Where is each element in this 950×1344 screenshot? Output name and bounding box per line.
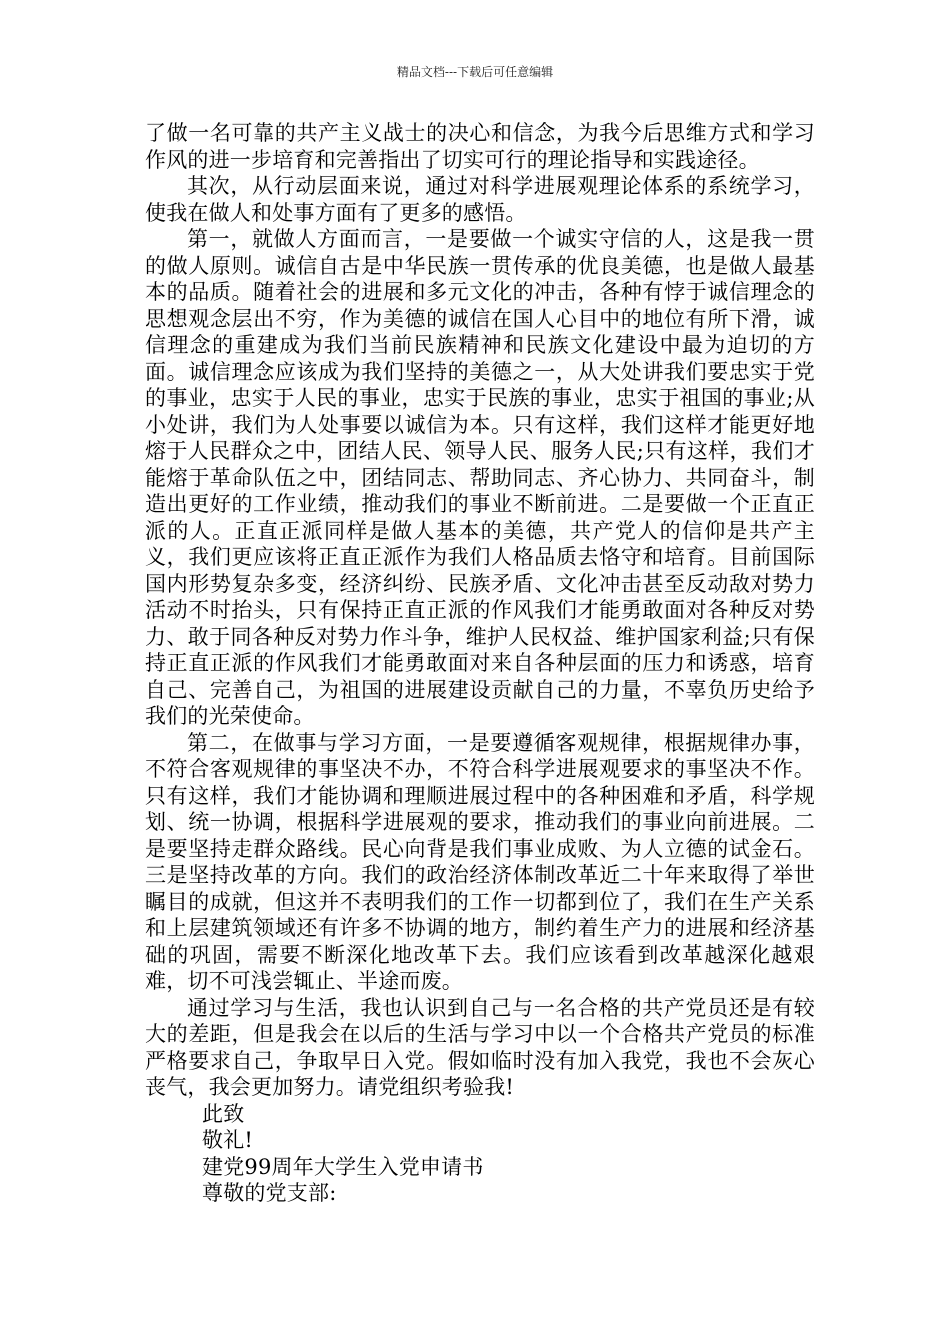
- page-header: 精品文档---下载后可任意编辑: [396, 65, 554, 79]
- paragraph-first-point: 第一，就做人方面而言，一是要做一个诚实守信的人，这是我一贯的做人原则。诚信自古是中华民族一贯传承的优良美德，也是做人最基本的品质。随着社会的进展和多元文化的冲击，各种有悖于诚信理念的思想观念层出不穷，作为美德的诚信在国人心目中的地位有所下滑，诚信理念的重建成为我们当前民族精神和民族文化建设中最为迫切的方面。诚信理念应该成为我们坚持的美德之一，从大处讲我们要忠实于党的事业，忠实于人民的事业，忠实于民族的事业，忠实于祖国的事业;从小处讲，我们为人处事要以诚信为本。只有这样，我们这样才能更好地熔于人民群众之中，团结人民、领导人民、服务人民;只有这样，我们才能熔于革命队伍之中，团结同志、帮助同志、齐心协力、共同奋斗，制造出更好的工作业绩，推动我们的事业不断前进。二是要做一个正直正派的人。正直正派同样是做人基本的美德，共产党人的信仰是共产主义，我们更应该将正直正派作为我们人格品质去恪守和培育。目前国际国内形势复杂多变，经济纠纷、民族矛盾、文化冲击甚至反动敌对势力活动不时抬头，只有保持正直正派的作风我们才能勇敢面对各种反对势力、敢于同各种反对势力作斗争，维护人民权益、维护国家利益;只有保持正直正派的作风我们才能勇敢面对来自各种层面的压力和诱惑，培育自己、完善自己，为祖国的进展建设贡献自己的力量，不辜负历史给予我们的光荣使命。: [145, 227, 815, 728]
- next-document-title: 建党99周年大学生入党申请书: [202, 1154, 484, 1179]
- closing-regards: 敬礼!: [202, 1128, 254, 1152]
- paragraph-secondly: 其次，从行动层面来说，通过对科学进展观理论体系的系统学习，使我在做人和处事方面有了更多的感悟。: [145, 174, 815, 225]
- paragraph-conclusion: 通过学习与生活，我也认识到自己与一名合格的共产党员还是有较大的差距，但是我会在以后的生活与学习中以一个合格共产党员的标准严格要求自己，争取早日入党。假如临时没有加入我党，我也不会灰心丧气，我会更加努力。请党组织考验我!: [145, 995, 815, 1099]
- closing-salutation: 此致: [202, 1101, 245, 1126]
- paragraph-continuation: 了做一名可靠的共产主义战士的决心和信念，为我今后思维方式和学习作风的进一步培育和完善指出了切实可行的理论指导和实践途径。: [145, 121, 815, 172]
- paragraph-second-point: 第二，在做事与学习方面，一是要遵循客观规律，根据规律办事，不符合客观规律的事坚决不办，不符合科学进展观要求的事坚决不作。只有这样，我们才能协调和理顺进展过程中的各种困难和矛盾，科学规划、统一协调，根据科学进展观的要求，推动我们的事业向前进展。二是要坚持走群众路线。民心向背是我们事业成败、为人立德的试金石。三是坚持改革的方向。我们的政治经济体制改革近二十年来取得了举世瞩目的成就，但这并不表明我们的工作一切都到位了，我们在生产关系和上层建筑领域还有许多不协调的地方，制约着生产力的进展和经济基础的巩固，需要不断深化地改革下去。我们应该看到改革越深化越艰难，切不可浅尝辄止、半途而废。: [145, 730, 815, 993]
- next-document-greeting: 尊敬的党支部:: [202, 1181, 337, 1205]
- document-body: [145, 120, 815, 1207]
